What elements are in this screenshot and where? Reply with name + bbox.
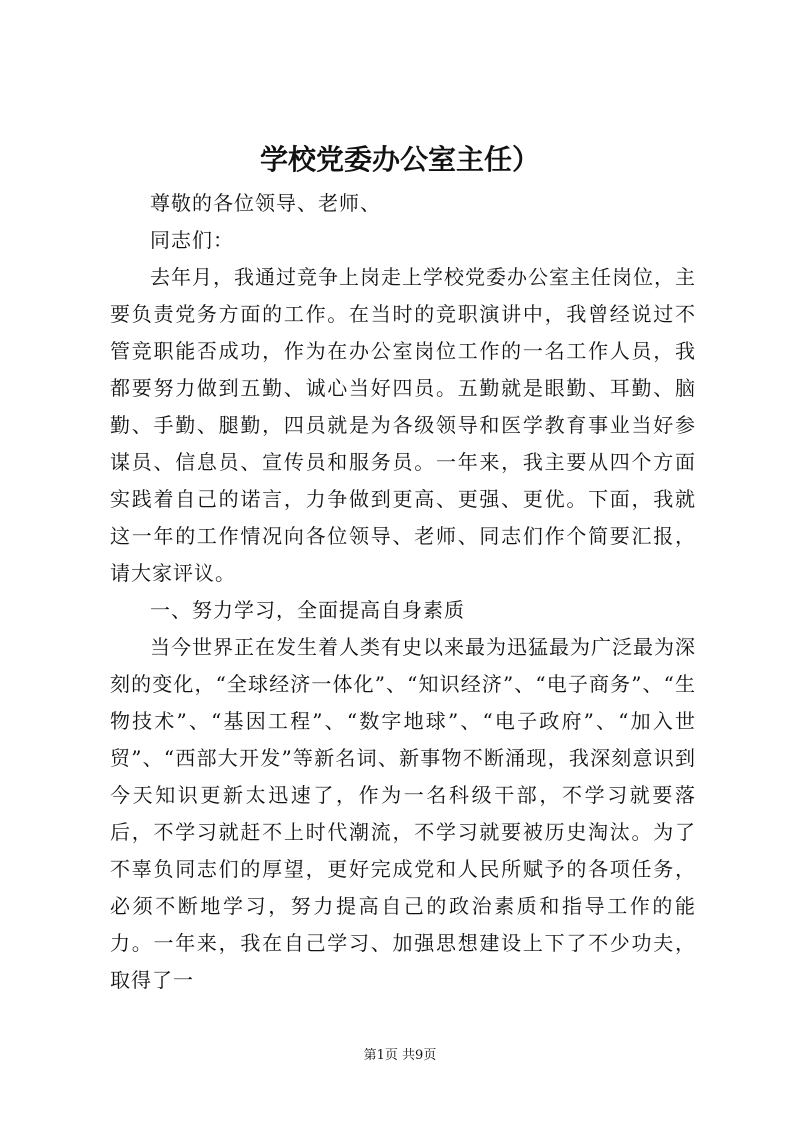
body-paragraph: 当今世界正在发生着人类有史以来最为迅猛最为广泛最为深刻的变化，“全球经济一体化”、“知识经济”、“电子商务”、“生物技术”、“基因工程”、“数字地球”、“电子政府”、“加入世贸”、“西部大开发”等新名词、新事物不断涌现，我深刻意识到今天知识更新太迅速了，作为一名科级干部，不学习就要落后，不学习就赶不上时代潮流，不学习就要被历史淘汰。为了不辜负同志们的厚望，更好完成党和人民所赋予的各项任务，必须不断地学习，努力提高自己的政治素质和指导工作的能力。一年来，我在自己学习、加强思想建设上下了不少功夫，取得了一 bbox=[110, 635, 696, 992]
document-body bbox=[110, 185, 696, 999]
salutation-line: 尊敬的各位领导、老师、 bbox=[150, 191, 381, 215]
body-paragraph: 去年月，我通过竞争上岗走上学校党委办公室主任岗位，主要负责党务方面的工作。在当时的竞职演讲中，我曾经说过不管竞职能否成功，作为在办公室岗位工作的一名工作人员，我都要努力做到五勤、诚心当好四员。五勤就是眼勤、耳勤、脑勤、手勤、腿勤，四员就是为各级领导和医学教育事业当好参谋员、信息员、宣传员和服务员。一年来，我主要从四个方面实践着自己的诺言，力争做到更高、更强、更优。下面，我就这一年的工作情况向各位领导、老师、同志们作个简要汇报，请大家评议。 bbox=[110, 265, 696, 585]
salutation-line: 同志们： bbox=[150, 228, 234, 252]
page-number-footer: 第1页 共9页 bbox=[363, 1048, 437, 1063]
document-title: 学校党委办公室主任） bbox=[259, 143, 540, 176]
section-heading: 一、努力学习，全面提高自身素质 bbox=[150, 598, 465, 622]
